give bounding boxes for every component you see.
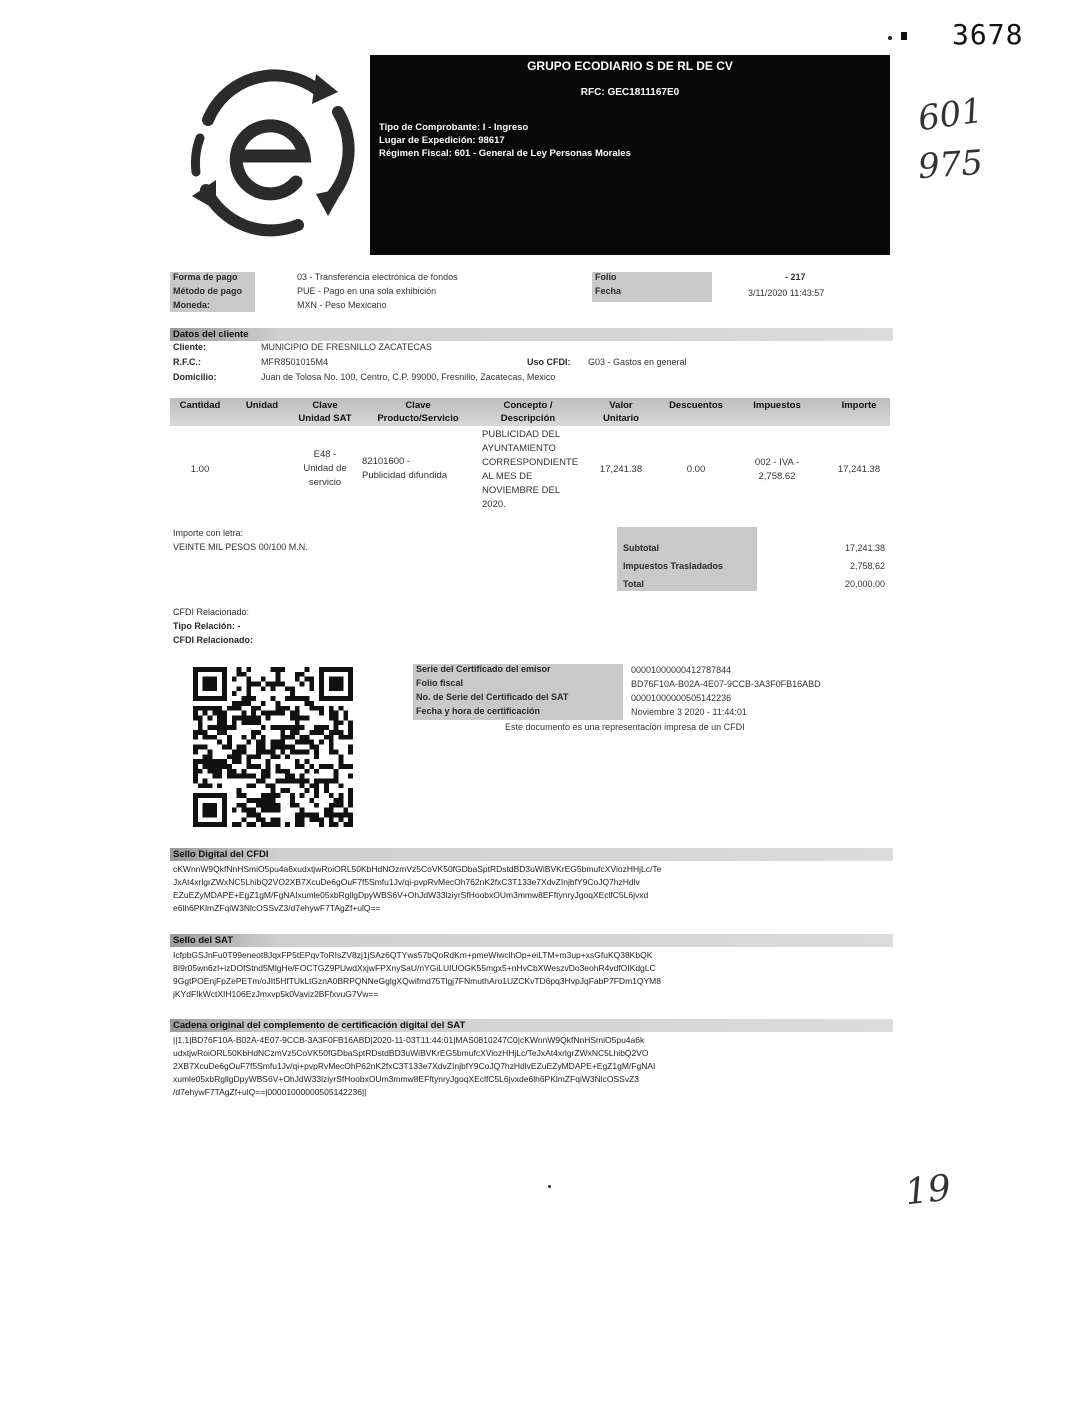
fecha-certificacion-label: Fecha y hora de certificación — [416, 706, 541, 716]
subtotal-label: Subtotal — [623, 543, 659, 553]
domicilio-label: Domicilio: — [173, 372, 217, 382]
col-cantidad-header: Cantidad — [179, 400, 221, 411]
handwritten-note-601: 601 — [915, 90, 986, 140]
forma-pago-value: 03 - Transferencia electrónica de fondos — [297, 272, 458, 282]
tipo-relacion-label: Tipo Relación: - — [173, 621, 241, 631]
cfdi-relacionado-label-1: CFDI Relacionado: — [173, 607, 250, 617]
cadena-line: ||1.1|BD76F10A-B02A-4E07-9CCB-3A3F0FB16ABD|2020-11-03T11:44:01|MAS0810247C0|cKWnnW9QkfNnHSmiO5pu4a6k — [173, 1035, 645, 1045]
serie-sat-label: No. de Serie del Certificado del SAT — [416, 692, 569, 702]
row-concepto-2: AYUNTAMIENTO — [482, 443, 556, 454]
folio-value: - 217 — [785, 272, 806, 282]
company-name: GRUPO ECODIARIO S DE RL DE CV — [527, 59, 733, 73]
lugar-expedicion: Lugar de Expedición: 98617 — [379, 135, 505, 146]
uso-cfdi-label: Uso CFDI: — [527, 357, 571, 367]
folio-fiscal-value: BD76F10A-B02A-4E07-9CCB-3A3F0FB16ABD — [631, 679, 821, 689]
ink-dot — [888, 36, 892, 40]
folio-fiscal-label: Folio fiscal — [416, 678, 464, 688]
row-clave-prod-2: Publicidad difundida — [362, 470, 448, 481]
moneda-label: Moneda: — [173, 300, 210, 310]
importe-letra-value: VEINTE MIL PESOS 00/100 M.N. — [173, 542, 308, 552]
col-concepto-header-2: Descripción — [500, 413, 556, 424]
fecha-value: 3/11/2020 11:43:57 — [748, 288, 825, 298]
company-rfc: RFC: GEC1811167E0 — [580, 87, 680, 98]
cfdi-relacionado-label-2: CFDI Relacionado: — [173, 635, 254, 645]
cadena-line: /d7ehywF7TAgZf+ulQ==|00001000000505142236|| — [173, 1087, 367, 1097]
col-descuentos-header: Descuentos — [669, 400, 723, 411]
forma-pago-label: Forma de pago — [173, 272, 238, 282]
cadena-line: udxtjwRoiORL50KbHdNCzmVz5CoVK50fGDbaSptRDstdBD3uWiBVKrEG5bmufcXViozHHjLc/TeJxAt4xrlgrZWxNC5LhibQ2VO — [173, 1048, 649, 1058]
col-unidad-header: Unidad — [245, 400, 279, 411]
ink-mark — [901, 32, 907, 40]
metodo-pago-value: PUE - Pago en una sola exhibición — [297, 286, 437, 296]
stray-dot — [548, 1185, 551, 1188]
folio-label: Folio — [595, 272, 617, 282]
row-clave-prod-1: 82101600 - — [362, 456, 411, 467]
domicilio-value: Juan de Tolosa No. 100, Centro, C.P. 99000, Fresnillo, Zacatecas, Mexico — [261, 372, 556, 382]
fecha-certificacion-value: Noviembre 3 2020 - 11:44:01 — [631, 707, 747, 717]
sello-sat-line: jKYdFIkWctXIH106EzJmxvp5k0Vaviz2BFfxvuG7Vw== — [173, 989, 379, 999]
cadena-original-header: Cadena original del complemento de certificación digital del SAT — [170, 1019, 893, 1032]
sello-cfdi-line: e6lh6PKlmZFqiW3NlcOSSvZ3/d7ehywF7TAgZf+ulQ== — [173, 903, 381, 913]
sello-cfdi-line: JxAt4xrlgrZWxNC5LhibQ2VO2XB7XcuDe6gOuF7f5Smfu1Jv/qi-pvpRvMecOh762nK2fxC3T133e7XdvZInjbfY9CoJQ7hzHdlv — [173, 877, 640, 887]
row-descuentos: 0.00 — [686, 464, 706, 475]
client-section-header: Datos del cliente — [170, 328, 893, 341]
impuestos-trasladados-value: 2,758.62 — [849, 561, 885, 571]
sello-cfdi-header: Sello Digital del CFDI — [170, 848, 893, 861]
cfdi-legend: Este documento es una representación impresa de un CFDI — [505, 722, 745, 732]
qr-code — [193, 667, 353, 827]
total-label: Total — [623, 579, 644, 589]
total-value: 20,000.00 — [844, 579, 885, 589]
row-cantidad: 1.00 — [190, 464, 210, 475]
company-logo — [178, 60, 363, 245]
cliente-label: Cliente: — [173, 342, 207, 352]
sello-cfdi-line: cKWnnW9QkfNnHSmiO5pu4a6xudxtjwRoiORL50KbHdNOzmVz5CoVK50fGDbaSptRDstdBD3uWiBVKrEG5bmufcXViozHHjLc/Te — [173, 864, 662, 874]
logo-graphic — [178, 60, 363, 245]
impuestos-trasladados-label: Impuestos Trasladados — [623, 561, 724, 571]
handwritten-note-975: 975 — [916, 142, 985, 188]
row-unidad-sat-2: Unidad de — [303, 463, 347, 474]
sello-sat-line: 8I9r05wn6zI+izDOfStnd5MlgHe/FOCTGZ9PUwdXxjwFPXnySaU/nYGiLUIUOGK55mgx5+nHvCbXWeszvDo3eohR4vdfOIKdgLC — [173, 963, 656, 973]
sello-cfdi-block — [173, 863, 888, 915]
cadena-original-block — [173, 1034, 888, 1099]
serie-sat-value: 00001000000505142236 — [631, 693, 732, 703]
sello-cfdi-line: EZuEZyMDAPE+EgZ1gM/FgNAIxumle05xbRgllgDpyWBS6V+OhJdW33lziyrSfHoobxOUm3mmw8EFftynryJgoqXEclfC5L6jvxd — [173, 890, 649, 900]
subtotal-value: 17,241.38 — [844, 543, 885, 553]
moneda-value: MXN - Peso Mexicano — [297, 300, 387, 310]
sello-sat-header: Sello del SAT — [170, 934, 893, 947]
col-valor-header-2: Unitario — [603, 413, 639, 424]
col-importe-header: Importe — [841, 400, 877, 411]
sello-sat-block — [173, 949, 888, 1001]
stamp-number: 3678 — [952, 18, 1024, 51]
col-clave-sat-header-2: Unidad SAT — [298, 413, 352, 424]
sello-sat-line: IcfpbGSJnFu0T99eneot8JqxFP5tEPqvToRIsZV8zj1jSAz6QTYws57bQoRdKm+pmeWiwclhOp+eiLTM+m3up+xsGfuKQ38KbQK — [173, 950, 653, 960]
row-concepto-4: AL MES DE — [482, 471, 533, 482]
uso-cfdi-value: G03 - Gastos en general — [588, 357, 687, 367]
fecha-label: Fecha — [595, 286, 622, 296]
issuer-header — [370, 55, 890, 255]
col-clave-sat-header-1: Clave — [312, 400, 338, 411]
cliente-value: MUNICIPIO DE FRESNILLO ZACATECAS — [261, 342, 432, 352]
row-concepto-5: NOVIEMBRE DEL — [482, 485, 561, 496]
cadena-line: 2XB7XcuDe6gOuF7f5Smfu1Jv/qi+pvpRvMecOhP62nK2fxC3T133e7XdvZInjbfY9CoJQ7hzHdlvEZuEZyMDAPE+EgZ1gM/FgNAI — [173, 1061, 656, 1071]
row-unidad-sat-3: servicio — [308, 477, 342, 488]
handwritten-page-number: 19 — [902, 1167, 953, 1214]
cadena-line: xumle05xbRgllgDpyWBS6V+OhJdW33lziyrSfHoobxOUm3mmw8EFftynryJgoqXEclfC5L6jvxde6lh6PKlmZFqiW3NlcOSSvZ3 — [173, 1074, 640, 1084]
col-valor-header-1: Valor — [609, 400, 633, 411]
tipo-comprobante: Tipo de Comprobante: I - Ingreso — [379, 122, 529, 133]
col-impuestos-header: Impuestos — [753, 400, 801, 411]
regimen-fiscal: Régimen Fiscal: 601 - General de Ley Personas Morales — [379, 148, 631, 159]
row-valor-unitario: 17,241.38 — [599, 464, 643, 475]
client-rfc-label: R.F.C.: — [173, 357, 201, 367]
row-importe: 17,241.38 — [837, 464, 881, 475]
row-impuestos-2: 2,758.62 — [758, 471, 796, 482]
serie-emisor-label: Serie del Certificado del emisor — [416, 664, 551, 674]
row-concepto-6: 2020. — [482, 499, 506, 510]
col-concepto-header-1: Concepto / — [503, 400, 553, 411]
col-clave-prod-header-1: Clave — [405, 400, 431, 411]
client-rfc-value: MFR8501015M4 — [261, 357, 329, 367]
row-impuestos-1: 002 - IVA - — [754, 457, 800, 468]
col-clave-prod-header-2: Producto/Servicio — [377, 413, 459, 424]
sello-sat-line: 9GgtPOEnjFpZePETm/oJIt5HfTUkLtGznA0BRPQNNeGglgXQwifmd75Tlgj7FNmuthAro1UZCKvTD6pq3HvpJqFabP7FDm1QYM8 — [173, 976, 661, 986]
row-concepto-3: CORRESPONDIENTE — [482, 457, 579, 468]
metodo-pago-label: Método de pago — [173, 286, 242, 296]
row-concepto-1: PUBLICIDAD DEL — [482, 429, 561, 440]
row-unidad-sat-1: E48 - — [313, 449, 337, 460]
importe-letra-label: Importe con letra: — [173, 528, 244, 538]
serie-emisor-value: 00001000000412787844 — [631, 665, 732, 675]
